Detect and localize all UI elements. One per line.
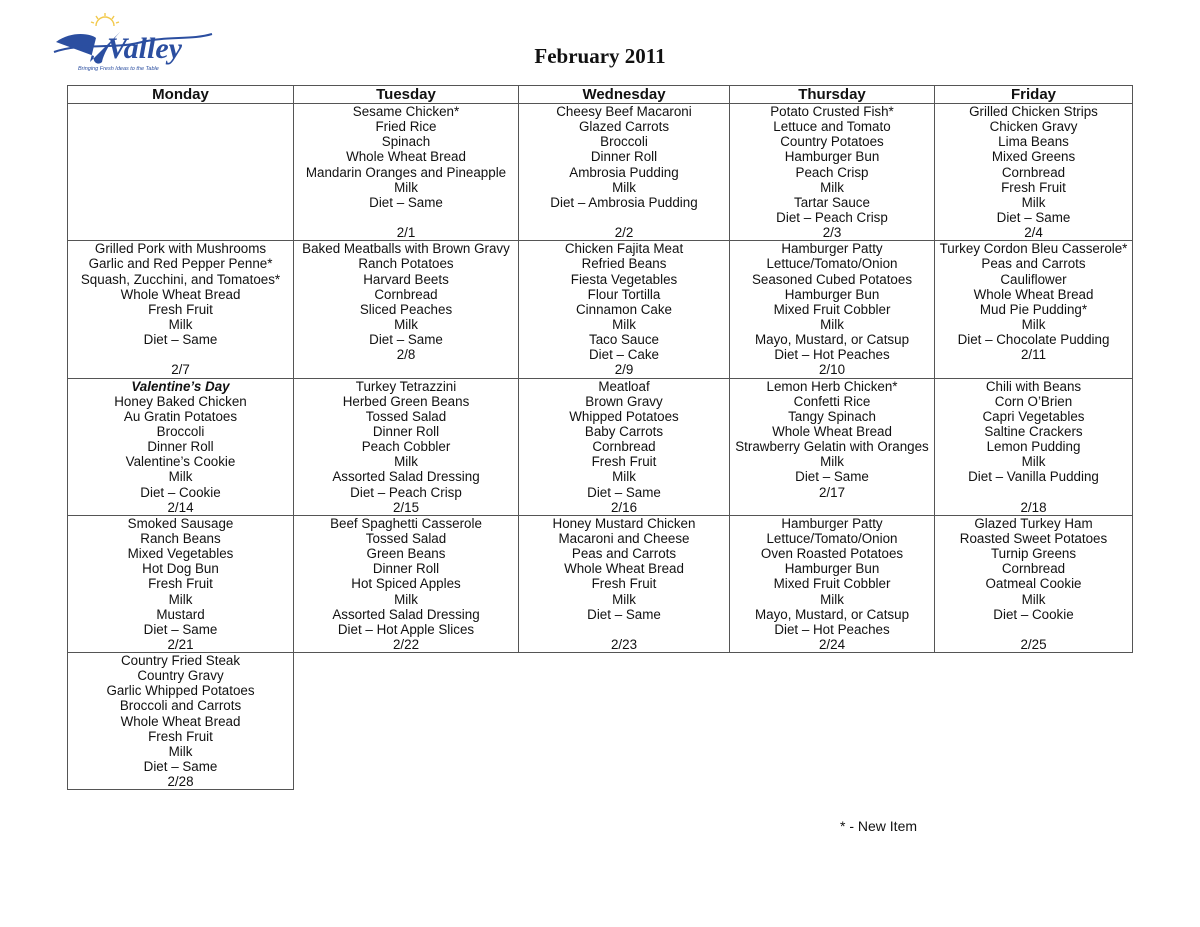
menu-item: Macaroni and Cheese (558, 530, 690, 546)
menu-item: Whole Wheat Bread (120, 713, 241, 729)
menu-item: Oatmeal Cookie (985, 576, 1082, 592)
diet-item: Diet – Vanilla Pudding (968, 469, 1099, 485)
menu-item: Lima Beans (998, 134, 1069, 150)
menu-item: Smoked Sausage (127, 515, 234, 531)
diet-item: Diet – Cake (589, 347, 659, 363)
menu-item: Corn O’Brien (994, 393, 1073, 409)
menu-item: Garlic and Red Pepper Penne* (88, 256, 273, 272)
menu-item: Broccoli (600, 134, 648, 150)
blank-line (519, 622, 729, 637)
menu-item: Fresh Fruit (148, 576, 213, 592)
date-label: 2/18 (1020, 499, 1047, 515)
blank-line (68, 347, 293, 362)
week-row (68, 653, 1133, 790)
menu-item: Cheesy Beef Macaroni (556, 104, 692, 119)
empty-day-cell (935, 653, 1133, 790)
menu-item: Strawberry Gelatin with Oranges (735, 439, 929, 455)
menu-item: Harvard Beets (363, 271, 449, 287)
date-label: 2/24 (818, 636, 846, 652)
menu-item: Peas and Carrots (571, 546, 677, 562)
diet-item: Diet – Peach Crisp (350, 484, 462, 500)
empty-day-cell (294, 653, 519, 790)
empty-day-cell (730, 653, 935, 790)
date-label: 2/10 (818, 362, 846, 378)
menu-item: Green Beans (366, 546, 446, 562)
menu-item: Milk (612, 179, 636, 195)
menu-item: Milk (394, 316, 418, 332)
menu-item: Assorted Salad Dressing (332, 469, 480, 485)
diet-item: Diet – Same (795, 469, 869, 485)
diet-item: Diet – Hot Apple Slices (337, 621, 475, 637)
menu-item: Cinnamon Cake (575, 301, 673, 317)
menu-item: Peach Cobbler (361, 439, 451, 455)
day-cell (68, 378, 294, 515)
menu-item: Tossed Salad (365, 530, 447, 546)
menu-item: Whole Wheat Bread (564, 561, 684, 577)
date-label: 2/3 (822, 225, 842, 241)
menu-item: Milk (168, 316, 193, 332)
menu-item: Hamburger Bun (784, 561, 880, 577)
menu-item: Meatloaf (598, 378, 650, 394)
menu-item: Cauliflower (1000, 271, 1067, 287)
diet-item: Diet – Chocolate Pudding (957, 332, 1110, 348)
day-cell (935, 241, 1133, 378)
day-header-row (68, 86, 1133, 104)
menu-item: Roasted Sweet Potatoes (959, 530, 1108, 546)
empty-day-cell (68, 104, 294, 241)
diet-item: Diet – Same (587, 606, 661, 622)
menu-item: Mayo, Mustard, or Catsup (754, 606, 910, 622)
menu-item: Lemon Pudding (986, 439, 1081, 455)
date-label: 2/22 (392, 636, 420, 652)
menu-item: Dinner Roll (147, 439, 214, 455)
menu-item: Lettuce/Tomato/Onion (766, 256, 898, 272)
menu-item: Mixed Fruit Cobbler (773, 576, 891, 592)
menu-item: Potato Crusted Fish* (770, 104, 894, 119)
menu-item: Milk (168, 469, 193, 485)
menu-item: Turkey Tetrazzini (355, 378, 457, 394)
calendar-weeks (68, 104, 1133, 790)
menu-item: Baby Carrots (584, 423, 664, 439)
menu-item: Honey Baked Chicken (114, 393, 247, 409)
menu-calendar (67, 85, 1133, 790)
menu-item: Assorted Salad Dressing (332, 606, 480, 622)
menu-item: Milk (394, 454, 418, 470)
day-cell (519, 378, 730, 515)
day-header-friday: Friday (935, 86, 1133, 104)
menu-item: Milk (820, 316, 844, 332)
menu-item: Squash, Zucchini, and Tomatoes* (80, 271, 281, 287)
date-label: 2/28 (167, 774, 194, 790)
empty-day-cell (519, 653, 730, 790)
menu-item: Lettuce and Tomato (773, 119, 891, 135)
menu-item: Tangy Spinach (788, 408, 876, 424)
menu-item: Lettuce/Tomato/Onion (766, 530, 898, 546)
diet-item: Diet – Same (143, 759, 218, 775)
menu-item: Capri Vegetables (982, 408, 1085, 424)
menu-item: Fresh Fruit (148, 301, 213, 317)
menu-item: Chicken Gravy (989, 119, 1078, 135)
menu-item: Turnip Greens (990, 546, 1077, 562)
diet-item: Diet – Same (369, 194, 443, 210)
date-label: 2/21 (167, 636, 194, 652)
menu-item: Milk (1021, 454, 1046, 470)
menu-item: Whole Wheat Bread (973, 286, 1094, 302)
menu-item: Seasoned Cubed Potatoes (751, 271, 913, 287)
diet-item: Diet – Same (143, 621, 218, 637)
date-label: 2/25 (1020, 636, 1047, 652)
menu-item: Hamburger Patty (781, 515, 883, 531)
menu-item: Country Gravy (137, 668, 224, 684)
menu-item: Peas and Carrots (981, 256, 1086, 272)
menu-item: Milk (612, 469, 636, 485)
day-cell (294, 515, 519, 652)
menu-item: Fresh Fruit (1001, 179, 1066, 195)
day-header-monday: Monday (68, 86, 294, 104)
menu-item: Ranch Potatoes (358, 256, 454, 272)
menu-item: Mixed Greens (991, 149, 1076, 165)
day-cell (730, 104, 935, 241)
menu-item: Cornbread (1001, 164, 1066, 180)
date-label: 2/15 (392, 499, 420, 515)
day-cell (68, 515, 294, 652)
diet-item: Diet – Same (587, 484, 661, 500)
menu-item: Refried Beans (581, 256, 667, 272)
menu-item: Whipped Potatoes (569, 408, 679, 424)
date-label: 2/9 (614, 362, 634, 378)
menu-item: Milk (168, 591, 193, 607)
week-row (68, 515, 1133, 652)
menu-item: Chili with Beans (985, 378, 1082, 394)
day-cell (519, 241, 730, 378)
date-label: 2/8 (396, 347, 416, 363)
menu-item: Sliced Peaches (359, 301, 453, 317)
menu-item: Fiesta Vegetables (570, 271, 678, 287)
menu-item: Milk (168, 743, 193, 759)
menu-item: Whole Wheat Bread (772, 423, 892, 439)
menu-item: Dinner Roll (372, 423, 440, 439)
menu-item: Grilled Chicken Strips (969, 104, 1098, 119)
menu-item: Milk (1021, 316, 1046, 332)
new-item-footnote: * - New Item (840, 818, 918, 834)
day-cell (935, 104, 1133, 241)
menu-item: Herbed Green Beans (342, 393, 470, 409)
menu-item: Hot Dog Bun (142, 561, 219, 577)
menu-item: Sesame Chicken* (352, 104, 460, 119)
date-label: 2/17 (818, 484, 846, 500)
menu-item: Baked Meatballs with Brown Gravy (302, 241, 510, 257)
day-cell (730, 378, 935, 515)
day-cell (935, 515, 1133, 652)
day-cell (730, 515, 935, 652)
menu-item: Mixed Fruit Cobbler (773, 301, 891, 317)
day-header-thursday: Thursday (730, 86, 935, 104)
menu-item: Honey Mustard Chicken (552, 515, 696, 531)
menu-item: Milk (820, 454, 844, 470)
menu-item: Fresh Fruit (591, 454, 657, 470)
day-cell (68, 653, 294, 790)
date-label: 2/1 (396, 225, 416, 241)
menu-item: Cornbread (592, 439, 656, 455)
menu-item: Milk (820, 591, 844, 607)
menu-item: Milk (1021, 591, 1046, 607)
menu-item: Milk (394, 591, 418, 607)
week-row (68, 241, 1133, 378)
valley-logo-icon (52, 12, 217, 74)
diet-item: Diet – Hot Peaches (774, 347, 890, 363)
date-label: 2/4 (1024, 225, 1043, 241)
menu-item: Milk (394, 179, 418, 195)
menu-item: Ambrosia Pudding (569, 164, 679, 180)
diet-item: Diet – Hot Peaches (774, 621, 890, 637)
menu-item: Mandarin Oranges and Pineapple (305, 164, 507, 180)
day-cell (68, 241, 294, 378)
diet-item: Diet – Cookie (140, 484, 221, 500)
date-label: 2/7 (171, 362, 190, 378)
menu-item: Country Fried Steak (120, 653, 241, 669)
day-cell (730, 241, 935, 378)
menu-item: Milk (612, 316, 636, 332)
menu-item: Peach Crisp (795, 164, 869, 180)
menu-item: Chicken Fajita Meat (564, 241, 684, 257)
day-cell (294, 104, 519, 241)
blank-line (935, 622, 1132, 637)
menu-item: Spinach (381, 134, 431, 150)
menu-item: Au Gratin Potatoes (123, 408, 238, 424)
menu-item: Milk (820, 179, 844, 195)
menu-item: Valentine’s Cookie (125, 454, 236, 470)
menu-item: Whole Wheat Bread (346, 149, 466, 165)
blank-line (935, 485, 1132, 500)
diet-item: Diet – Same (369, 332, 443, 348)
diet-item: Diet – Ambrosia Pudding (550, 194, 698, 210)
menu-item: Taco Sauce (589, 332, 659, 348)
day-cell (519, 104, 730, 241)
menu-item: Dinner Roll (372, 561, 440, 577)
blank-line (294, 210, 518, 225)
menu-item: Milk (612, 591, 636, 607)
menu-item: Broccoli and Carrots (119, 698, 242, 714)
menu-item: Country Potatoes (780, 134, 884, 150)
date-label: 2/11 (1020, 347, 1047, 363)
date-label: 2/14 (167, 499, 194, 515)
menu-item: Fresh Fruit (591, 576, 657, 592)
valley-logo (52, 12, 217, 74)
menu-item: Flour Tortilla (587, 286, 661, 302)
menu-item: Tossed Salad (365, 408, 447, 424)
svg-text:Bringing Fresh Ideas to the Ta: Bringing Fresh Ideas to the Table (78, 66, 159, 72)
diet-item: Diet – Same (996, 209, 1071, 225)
menu-item: Grilled Pork with Mushrooms (94, 241, 267, 257)
page-title: February 2011 (534, 44, 666, 68)
menu-item: Hamburger Bun (784, 149, 880, 165)
day-header-wednesday: Wednesday (519, 86, 730, 104)
menu-item: Brown Gravy (585, 393, 663, 409)
menu-item: Beef Spaghetti Casserole (330, 515, 482, 531)
menu-item: Turkey Cordon Bleu Casserole* (939, 241, 1128, 257)
date-label: 2/23 (610, 636, 638, 652)
menu-item: Glazed Carrots (578, 119, 670, 135)
date-label: 2/16 (610, 499, 638, 515)
menu-item: Saltine Crackers (984, 423, 1083, 439)
menu-item: Lemon Herb Chicken* (766, 378, 898, 394)
menu-item: Mustard (156, 606, 205, 622)
menu-item: Oven Roasted Potatoes (760, 546, 904, 562)
menu-item: Ranch Beans (140, 530, 221, 546)
day-cell (519, 515, 730, 652)
menu-item: Fried Rice (375, 119, 437, 135)
day-header-tuesday: Tuesday (294, 86, 519, 104)
menu-item: Fresh Fruit (148, 728, 213, 744)
day-cell (935, 378, 1133, 515)
diet-item: Diet – Same (143, 332, 218, 348)
day-cell (294, 241, 519, 378)
blank-line (519, 210, 729, 225)
menu-item: Mixed Vegetables (127, 546, 234, 562)
svg-text:Valley: Valley (107, 32, 182, 65)
menu-item: Glazed Turkey Ham (974, 515, 1093, 531)
menu-item: Hamburger Patty (781, 241, 883, 257)
week-row (68, 104, 1133, 241)
menu-item: Hot Spiced Apples (351, 576, 461, 592)
date-label: 2/2 (614, 225, 634, 241)
week-row (68, 378, 1133, 515)
menu-item: Mud Pie Pudding* (979, 301, 1088, 317)
menu-item: Milk (1021, 194, 1046, 210)
menu-item: Garlic Whipped Potatoes (106, 683, 255, 699)
day-cell (294, 378, 519, 515)
menu-item: Cornbread (1001, 561, 1066, 577)
menu-item: Confetti Rice (793, 393, 871, 409)
menu-item: Hamburger Bun (784, 286, 880, 302)
menu-item: Whole Wheat Bread (120, 286, 241, 302)
holiday-label: Valentine’s Day (131, 378, 230, 394)
menu-item: Broccoli (156, 423, 205, 439)
diet-item: Diet – Peach Crisp (776, 209, 888, 225)
menu-item: Tartar Sauce (794, 194, 870, 210)
menu-item: Mayo, Mustard, or Catsup (754, 332, 910, 348)
menu-item: Dinner Roll (590, 149, 658, 165)
diet-item: Diet – Cookie (993, 606, 1074, 622)
menu-item: Cornbread (374, 286, 438, 302)
